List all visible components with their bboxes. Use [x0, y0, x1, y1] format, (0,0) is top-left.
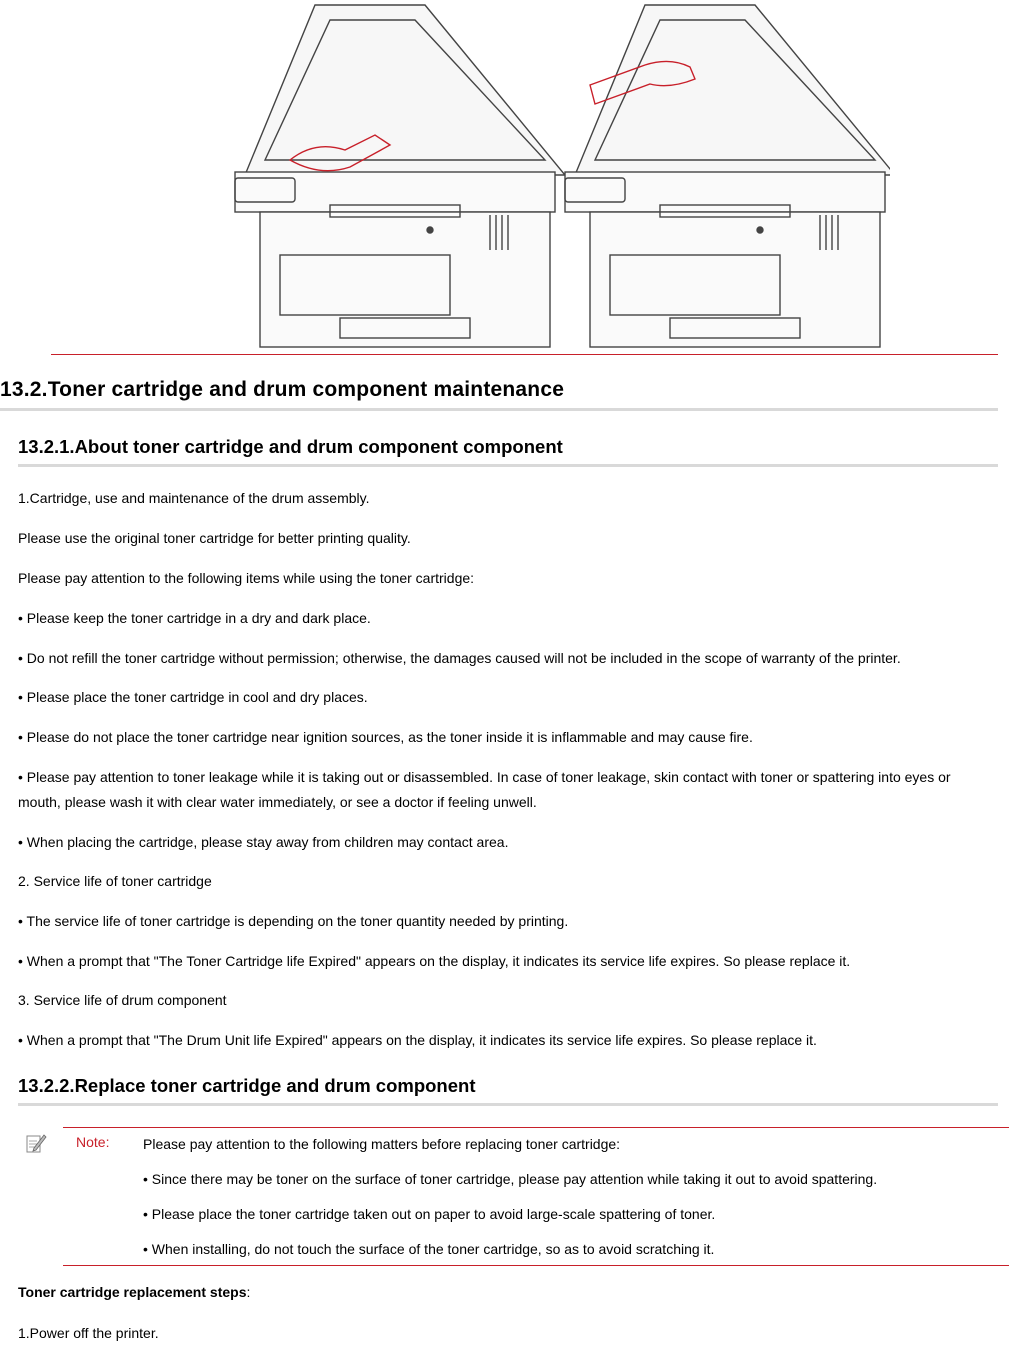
section-heading-13-2: 13.2.Toner cartridge and drum component maintenance	[0, 378, 998, 411]
section-heading-13-2-1: 13.2.1.About toner cartridge and drum component component	[18, 436, 998, 467]
bullet-item: • Please keep the toner cartridge in a dry and dark place.	[18, 610, 371, 626]
section-heading-13-2-2: 13.2.2.Replace toner cartridge and drum component	[18, 1075, 998, 1106]
bullet-item: • When placing the cartridge, please stay away from children may contact area.	[18, 834, 509, 850]
paragraph: Please use the original toner cartridge for better printing quality.	[18, 530, 411, 546]
note-text: Please pay attention to the following matters before replacing toner cartridge:	[143, 1136, 621, 1152]
printer-right-illustration	[565, 5, 890, 347]
steps-title-text: Toner cartridge replacement steps	[18, 1284, 247, 1300]
bullet-item: • Please place the toner cartridge in cool and dry places.	[18, 689, 368, 705]
note-bullet: • Since there may be toner on the surface of toner cartridge, please pay attention while taking it out to avoid spattering.	[143, 1171, 878, 1187]
bullet-item: • The service life of toner cartridge is depending on the toner quantity needed by printing.	[18, 913, 569, 929]
steps-title-colon: :	[246, 1284, 251, 1300]
paragraph: 2. Service life of toner cartridge	[18, 873, 212, 889]
note-bullet: • Please place the toner cartridge taken out on paper to avoid large-scale spattering of toner.	[143, 1206, 716, 1222]
note-label: Note:	[76, 1134, 110, 1150]
note-pencil-icon	[25, 1132, 47, 1154]
step-item: 1.Power off the printer.	[18, 1325, 159, 1341]
printer-cleaning-illustration	[220, 0, 890, 352]
steps-title	[18, 1284, 250, 1300]
figure-divider	[51, 354, 998, 355]
note-top-rule	[63, 1127, 1009, 1128]
printer-left-illustration	[235, 5, 565, 347]
note-bullet: • When installing, do not touch the surface of the toner cartridge, so as to avoid scratching it.	[143, 1241, 715, 1257]
bullet-item: • When a prompt that "The Drum Unit life Expired" appears on the display, it indicates its service life expires. So please replace it.	[18, 1032, 817, 1048]
note-bottom-rule	[63, 1265, 1009, 1266]
bullet-item: • Please pay attention to toner leakage while it is taking out or disassembled. In case of toner leakage, skin contact with toner or spattering into eyes or mouth, please wash it with clear water immediately, or see a doctor if feeling unwell.	[18, 769, 951, 810]
paragraph: 1.Cartridge, use and maintenance of the drum assembly.	[18, 490, 370, 506]
paragraph: Please pay attention to the following items while using the toner cartridge:	[18, 570, 475, 586]
bullet-item: • Please do not place the toner cartridge near ignition sources, as the toner inside it is inflammable and may cause fire.	[18, 729, 753, 745]
bullet-item: • When a prompt that "The Toner Cartridge life Expired" appears on the display, it indicates its service life expires. So please replace it.	[18, 953, 851, 969]
paragraph: 3. Service life of drum component	[18, 992, 227, 1008]
bullet-item: • Do not refill the toner cartridge without permission; otherwise, the damages caused will not be included in the scope of warranty of the printer.	[18, 650, 901, 666]
